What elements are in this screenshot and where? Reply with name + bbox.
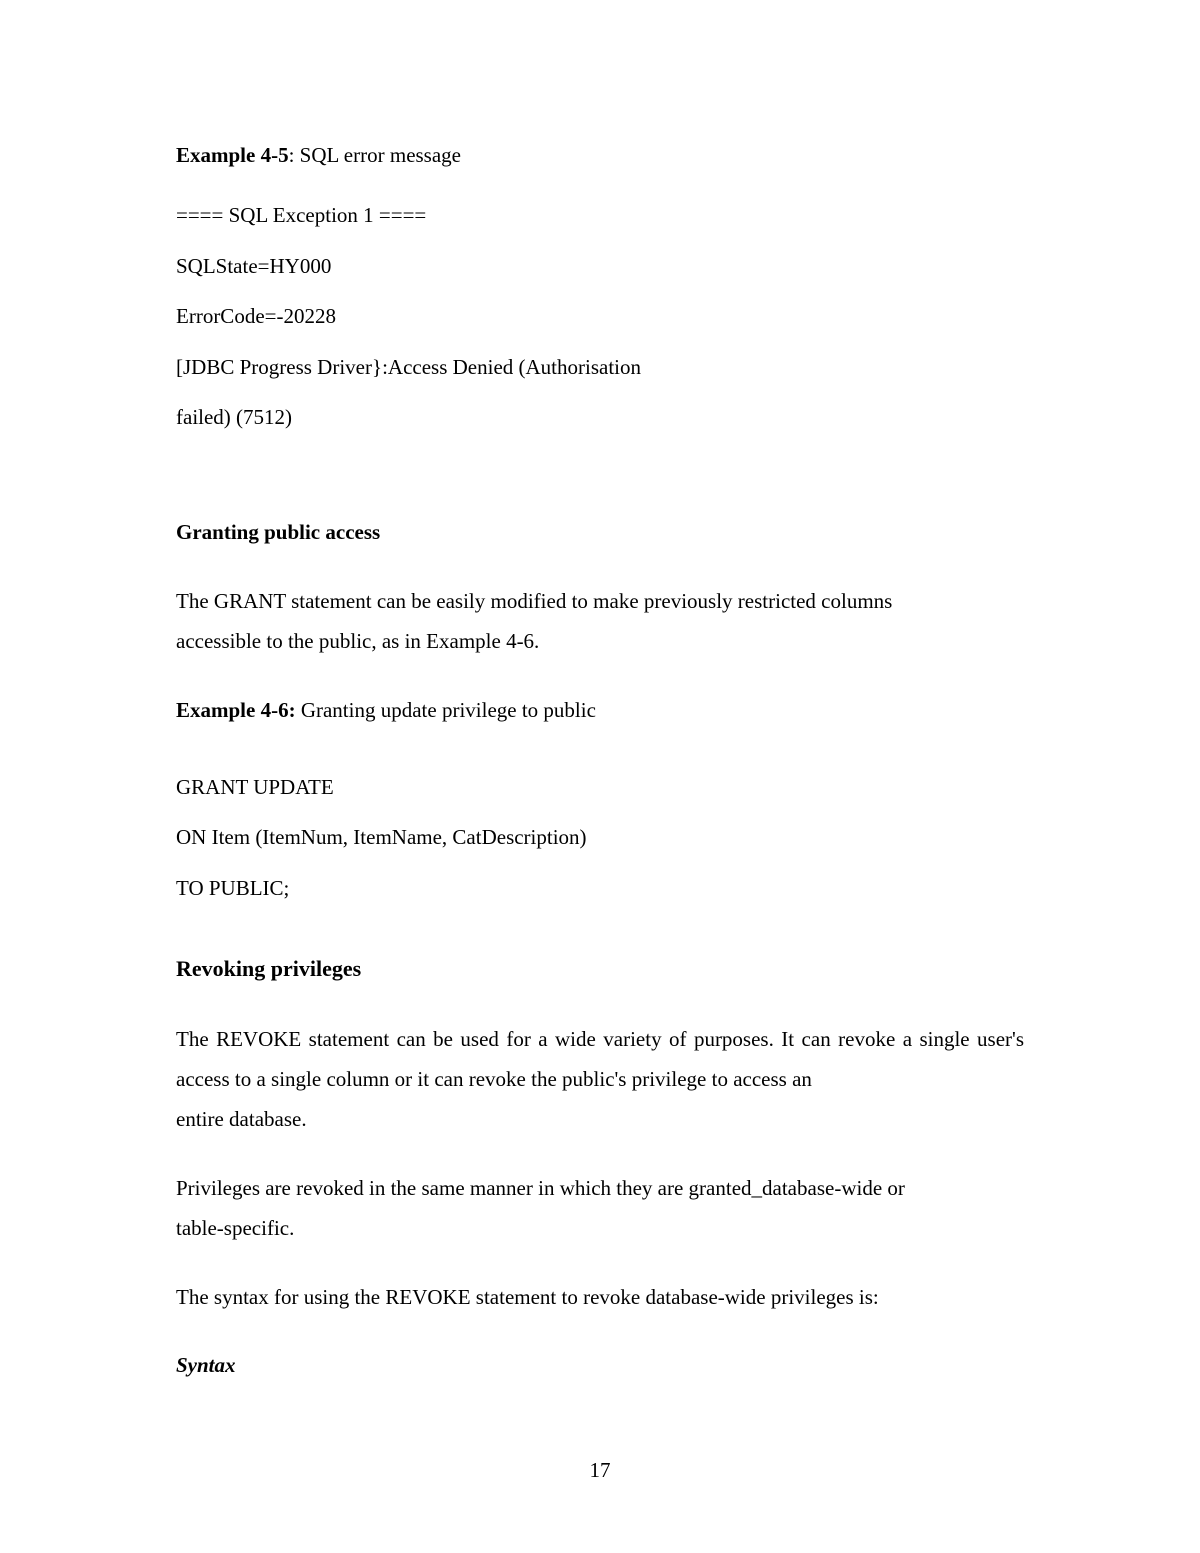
example-4-5-label: Example 4-5 (176, 143, 289, 167)
code-line: failed) (7512) (176, 405, 293, 429)
example-4-6-caption (176, 700, 596, 721)
code-line: SQLState=HY000 (176, 254, 332, 278)
example-4-5-caption (176, 145, 461, 166)
paragraph-line: The REVOKE statement can be used for a wide variety of purposes. It can revoke a (176, 1027, 913, 1051)
example-4-5-caption-text: : SQL error message (288, 143, 461, 167)
paragraph-revoke-purposes (176, 1019, 1024, 1139)
paragraph-line: accessible to the public, as in Example 4-6. (176, 629, 540, 653)
code-line: GRANT UPDATE (176, 775, 334, 799)
paragraph-line: single user's access to a single column or it can revoke the public's privilege to access an (176, 1027, 1024, 1091)
example-4-6-caption-text: Granting update privilege to public (295, 698, 596, 722)
paragraph-line: table-specific. (176, 1216, 295, 1240)
code-line: ON Item (ItemNum, ItemName, CatDescription) (176, 825, 587, 849)
code-line: ==== SQL Exception 1 ==== (176, 203, 427, 227)
example-4-6-label: Example 4-6: (176, 698, 296, 722)
paragraph-line: The GRANT statement can be easily modified to make previously restricted columns (176, 589, 893, 613)
code-line: ErrorCode=-20228 (176, 304, 336, 328)
paragraph-line: Privileges are revoked in the same manner in which they are granted_database-wide or (176, 1176, 905, 1200)
syntax-label: Syntax (176, 1353, 236, 1377)
section-heading-revoking-privileges: Revoking privileges (176, 956, 362, 981)
paragraph-revoke-syntax-intro: The syntax for using the REVOKE statement to revoke database-wide privileges is: (176, 1285, 879, 1309)
section-heading-granting-public-access: Granting public access (176, 520, 381, 544)
code-line: [JDBC Progress Driver}:Access Denied (Authorisation (176, 355, 641, 379)
paragraph-revoke-manner (176, 1168, 1024, 1248)
paragraph-granting-public-access (176, 581, 1024, 661)
page-number: 17 (589, 1458, 611, 1482)
paragraph-line: entire database. (176, 1107, 307, 1131)
code-line: TO PUBLIC; (176, 876, 290, 900)
